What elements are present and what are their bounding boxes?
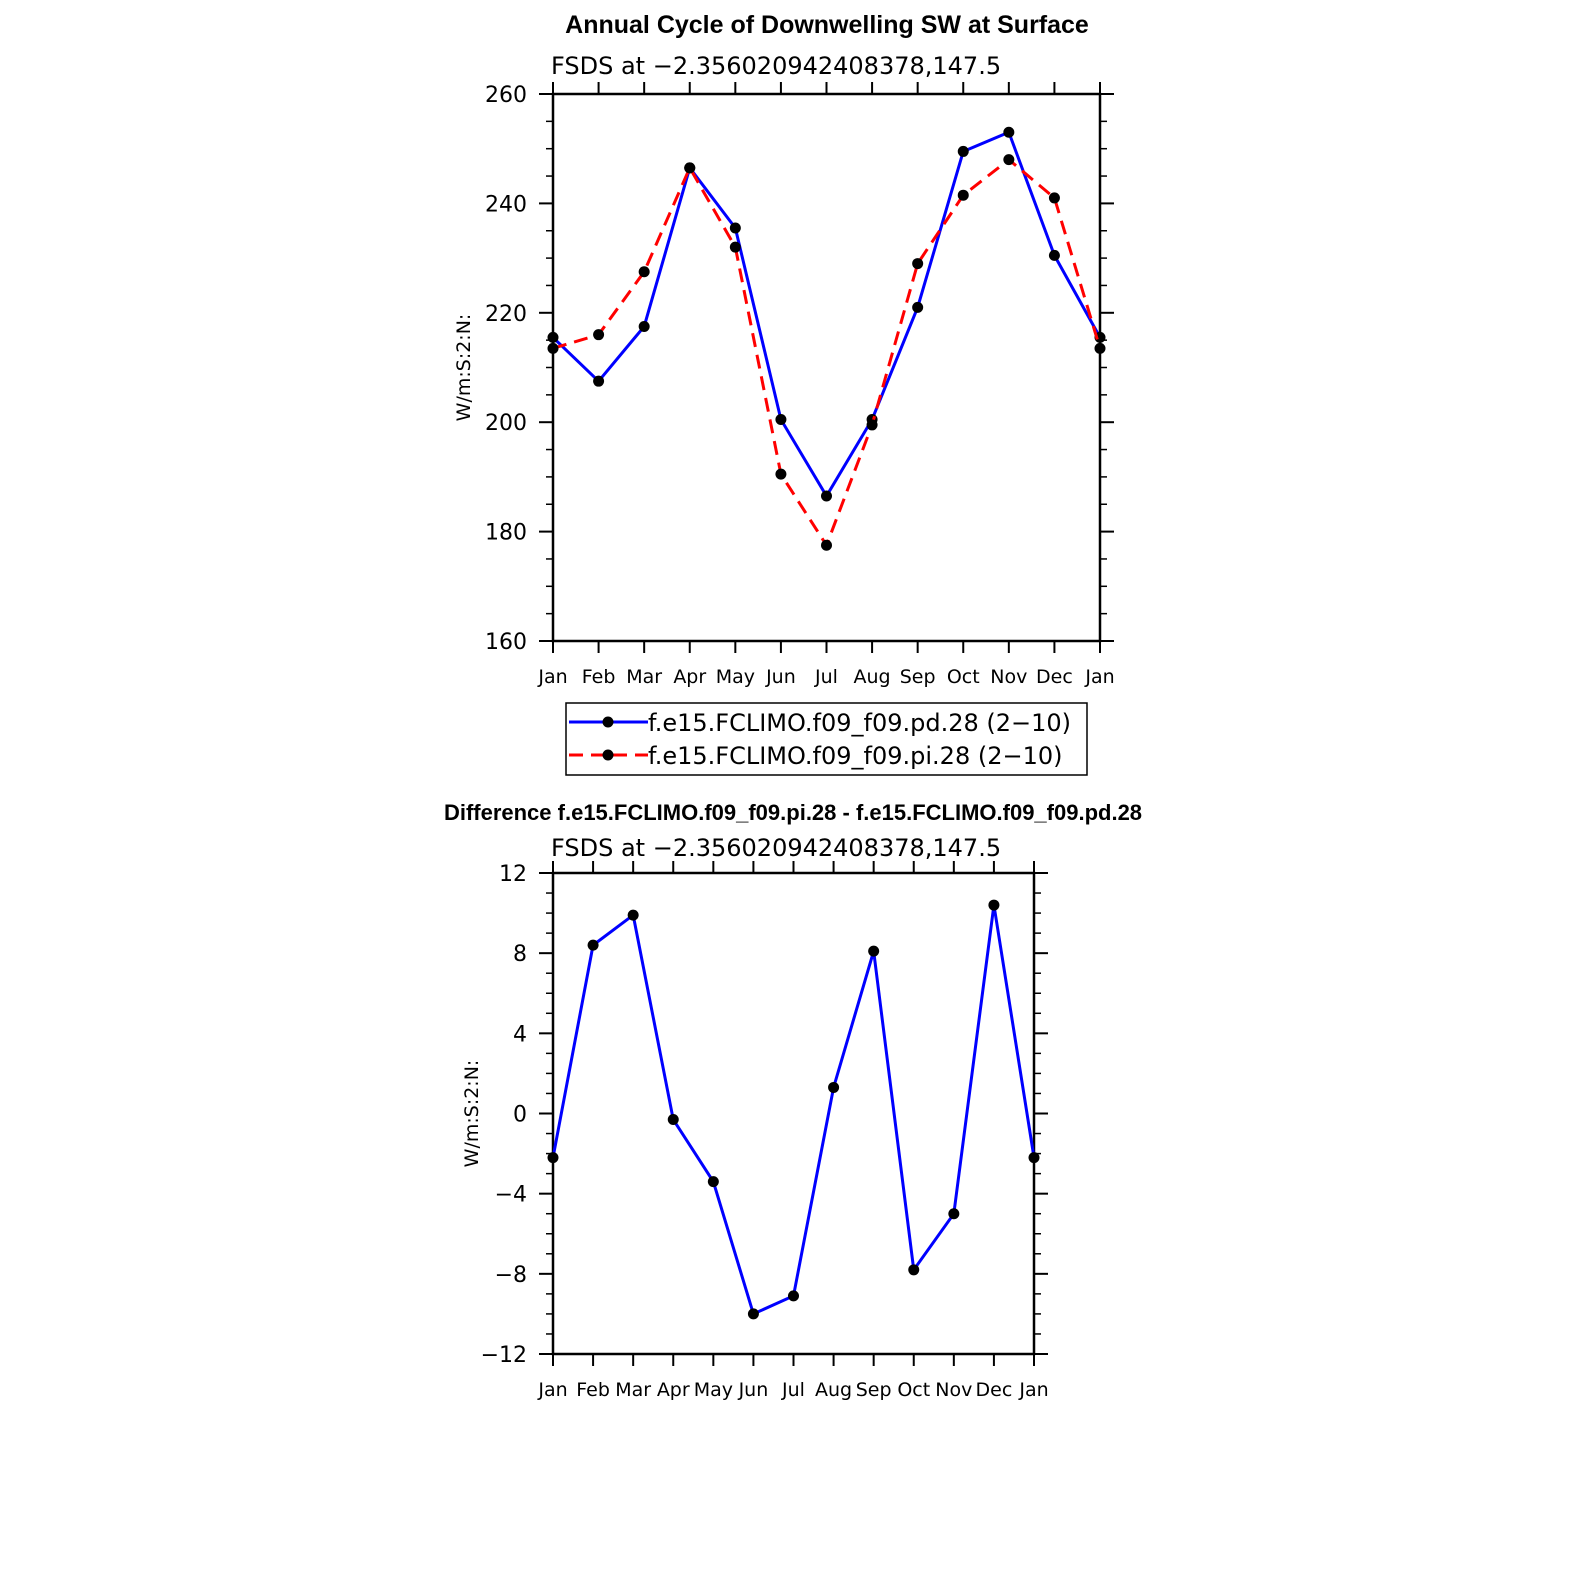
data-point — [912, 302, 923, 313]
data-point — [730, 242, 741, 253]
data-point — [628, 910, 639, 921]
data-point — [948, 1208, 959, 1219]
x-tick-label: Jul — [815, 666, 838, 688]
data-point — [988, 900, 999, 911]
data-point — [912, 258, 923, 269]
legend-entry: f.e15.FCLIMO.f09_f09.pd.28 (2−10) — [648, 709, 1072, 737]
x-tick-label: Jan — [1019, 1379, 1049, 1401]
x-tick-label: Jun — [766, 666, 796, 688]
x-tick-label: Sep — [855, 1379, 892, 1401]
x-tick-label: May — [693, 1379, 733, 1401]
y-tick-label: 160 — [485, 630, 527, 655]
y-tick-label: 12 — [499, 862, 527, 887]
data-point — [788, 1290, 799, 1301]
data-point — [639, 266, 650, 277]
data-point — [1029, 1152, 1040, 1163]
data-point — [867, 419, 878, 430]
y-tick-label: 8 — [513, 942, 527, 968]
x-tick-label: Jan — [538, 1379, 568, 1401]
legend — [566, 703, 1087, 775]
y-tick-label: 260 — [485, 83, 527, 108]
series-line-0 — [553, 132, 1100, 496]
chart-subtitle: FSDS at −2.356020942408378,147.5 — [551, 834, 1002, 862]
chart-subtitle: FSDS at −2.356020942408378,147.5 — [551, 52, 1002, 80]
x-tick-label: Jan — [1085, 666, 1115, 688]
legend-marker — [603, 750, 614, 761]
x-tick-label: May — [715, 666, 755, 688]
data-point — [958, 146, 969, 157]
chart-title: Difference f.e15.FCLIMO.f09_f09.pi.28 - f.e15.FCLIMO.f09_f09.pd.28 — [443, 800, 1143, 825]
data-point — [1049, 192, 1060, 203]
data-point — [821, 540, 832, 551]
y-tick-label: 200 — [485, 411, 527, 437]
data-point — [548, 1152, 559, 1163]
x-tick-label: Feb — [576, 1379, 610, 1401]
y-tick-label: −12 — [480, 1343, 527, 1368]
x-tick-label: Apr — [673, 666, 707, 688]
x-tick-label: Apr — [656, 1379, 690, 1401]
annual-cycle-chart — [453, 11, 1115, 775]
series-line-1 — [553, 160, 1100, 546]
x-tick-label: Oct — [946, 666, 980, 688]
data-point — [1003, 154, 1014, 165]
data-point — [821, 491, 832, 502]
x-tick-label: Aug — [853, 666, 891, 688]
data-point — [593, 376, 604, 387]
data-point — [748, 1308, 759, 1319]
x-tick-label: Sep — [899, 666, 936, 688]
y-tick-label: 0 — [513, 1102, 527, 1128]
data-point — [730, 223, 741, 234]
plot-frame — [553, 94, 1100, 641]
x-tick-label: Nov — [990, 666, 1028, 688]
y-tick-label: −4 — [494, 1182, 527, 1208]
y-tick-label: 4 — [513, 1022, 527, 1048]
x-tick-label: Dec — [1036, 666, 1073, 688]
data-point — [908, 1264, 919, 1275]
legend-marker — [603, 717, 614, 728]
x-tick-label: Mar — [626, 666, 663, 688]
data-point — [668, 1114, 679, 1125]
y-tick-label: 180 — [485, 520, 527, 546]
data-point — [588, 940, 599, 951]
data-point — [708, 1176, 719, 1187]
data-point — [684, 162, 695, 173]
series-line-0 — [553, 905, 1034, 1314]
data-point — [1049, 250, 1060, 261]
y-tick-label: 220 — [485, 301, 527, 327]
x-tick-label: Jun — [738, 1379, 769, 1401]
x-tick-label: Feb — [581, 666, 616, 688]
y-tick-label: 240 — [485, 192, 527, 218]
data-point — [548, 343, 559, 354]
data-point — [548, 332, 559, 343]
legend-entry: f.e15.FCLIMO.f09_f09.pi.28 (2−10) — [648, 742, 1063, 770]
x-tick-label: Jan — [538, 666, 568, 688]
data-point — [775, 414, 786, 425]
x-tick-label: Aug — [815, 1379, 853, 1401]
chart-title: Annual Cycle of Downwelling SW at Surface — [565, 11, 1089, 39]
data-point — [775, 469, 786, 480]
data-point — [958, 190, 969, 201]
data-point — [868, 946, 879, 957]
data-point — [639, 321, 650, 332]
data-point — [593, 329, 604, 340]
data-point — [1003, 127, 1014, 138]
y-tick-label: −8 — [494, 1262, 527, 1288]
y-axis-label: W/m:S:2:N: — [461, 1059, 483, 1168]
x-tick-label: Nov — [935, 1379, 973, 1401]
data-point — [828, 1082, 839, 1093]
difference-chart — [444, 800, 1142, 1401]
y-axis-label: W/m:S:2:N: — [453, 313, 475, 422]
plot-frame — [553, 873, 1034, 1354]
data-point — [1095, 343, 1106, 354]
x-tick-label: Mar — [615, 1379, 652, 1401]
x-tick-label: Jul — [782, 1379, 805, 1401]
x-tick-label: Oct — [897, 1379, 931, 1401]
x-tick-label: Dec — [975, 1379, 1013, 1401]
